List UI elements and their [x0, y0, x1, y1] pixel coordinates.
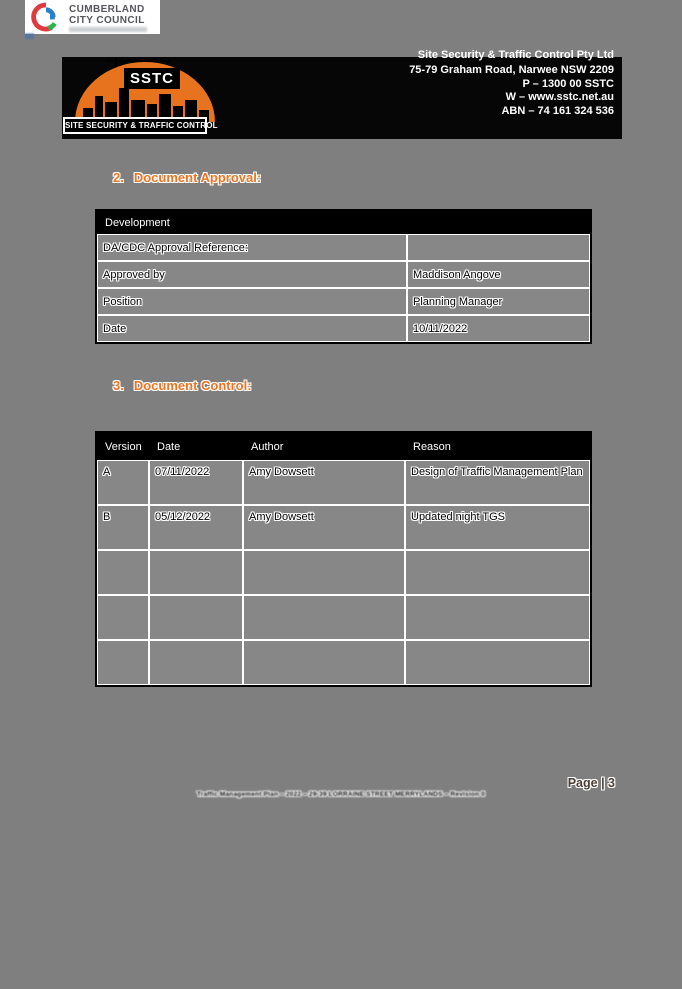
cell-reason [405, 550, 590, 595]
approval-table-title: Development [97, 211, 590, 234]
cell-version [97, 550, 149, 595]
column-header-date: Date [149, 433, 243, 460]
table-row [97, 640, 590, 685]
banner-clipped-line: Site Security & Traffic Control Pty Ltd [417, 49, 614, 61]
cell-author [243, 550, 405, 595]
table-row [97, 261, 590, 288]
section-heading-document-control [113, 378, 252, 393]
sstc-acronym: SSTC [124, 68, 180, 89]
approval-value [407, 234, 590, 261]
cell-date [149, 550, 243, 595]
table-header-row [97, 211, 590, 234]
sstc-logo-label: SITE SECURITY & TRAFFIC CONTROL [63, 117, 207, 134]
approval-value: 10/11/2022 [407, 315, 590, 342]
section-title: Document Control: [133, 378, 252, 393]
cell-version [97, 640, 149, 685]
council-name-line1: CUMBERLAND [69, 4, 145, 15]
approval-value: Maddison Angove [407, 261, 590, 288]
banner-contact-block [409, 64, 614, 118]
table-row [97, 234, 590, 261]
table-row [97, 460, 590, 505]
approval-label: DA/CDC Approval Reference: [97, 234, 407, 261]
cell-author: Amy Dowsett [243, 460, 405, 505]
table-row [97, 288, 590, 315]
cell-reason: Design of Traffic Management Plan [405, 460, 590, 505]
banner-abn: ABN – 74 161 324 536 [501, 104, 614, 117]
page-number: Page | 3 [567, 776, 615, 790]
logo-artifact [69, 27, 147, 32]
council-name-line2: CITY COUNCIL [69, 15, 145, 26]
section-number: 2. [113, 170, 124, 185]
footer-document-line: Traffic Management Plan – 2022 – 29-39 LORRAINE STREET MERRYLANDS – Revision 0 [196, 791, 486, 798]
document-control-table [95, 431, 592, 687]
cell-date: 07/11/2022 [149, 460, 243, 505]
cell-reason: Updated night TGS [405, 505, 590, 550]
cell-author [243, 640, 405, 685]
section-heading-document-approval [113, 170, 261, 185]
logo-smudge [25, 33, 34, 39]
banner-phone: P – 1300 00 SSTC [522, 77, 614, 90]
table-row [97, 505, 590, 550]
table-row [97, 595, 590, 640]
section-number: 3. [113, 378, 124, 393]
table-row [97, 315, 590, 342]
document-approval-table [95, 209, 592, 344]
council-logo [25, 0, 160, 34]
letterhead-banner [62, 49, 622, 139]
approval-label: Position [97, 288, 407, 315]
cell-version: A [97, 460, 149, 505]
cell-date [149, 595, 243, 640]
table-row [97, 550, 590, 595]
council-name [69, 4, 145, 26]
cell-reason [405, 640, 590, 685]
cell-reason [405, 595, 590, 640]
cell-author [243, 595, 405, 640]
approval-label: Date [97, 315, 407, 342]
approval-value: Planning Manager [407, 288, 590, 315]
cell-date [149, 640, 243, 685]
banner-address: 75-79 Graham Road, Narwee NSW 2209 [409, 64, 614, 76]
table-header-row [97, 433, 590, 460]
cell-version [97, 595, 149, 640]
column-header-reason: Reason [405, 433, 590, 460]
cell-date: 05/12/2022 [149, 505, 243, 550]
approval-label: Approved by [97, 261, 407, 288]
column-header-author: Author [243, 433, 405, 460]
cell-author: Amy Dowsett [243, 505, 405, 550]
cell-version: B [97, 505, 149, 550]
banner-website: W – www.sstc.net.au [505, 91, 614, 103]
section-title: Document Approval: [133, 170, 262, 185]
column-header-version: Version [97, 433, 149, 460]
